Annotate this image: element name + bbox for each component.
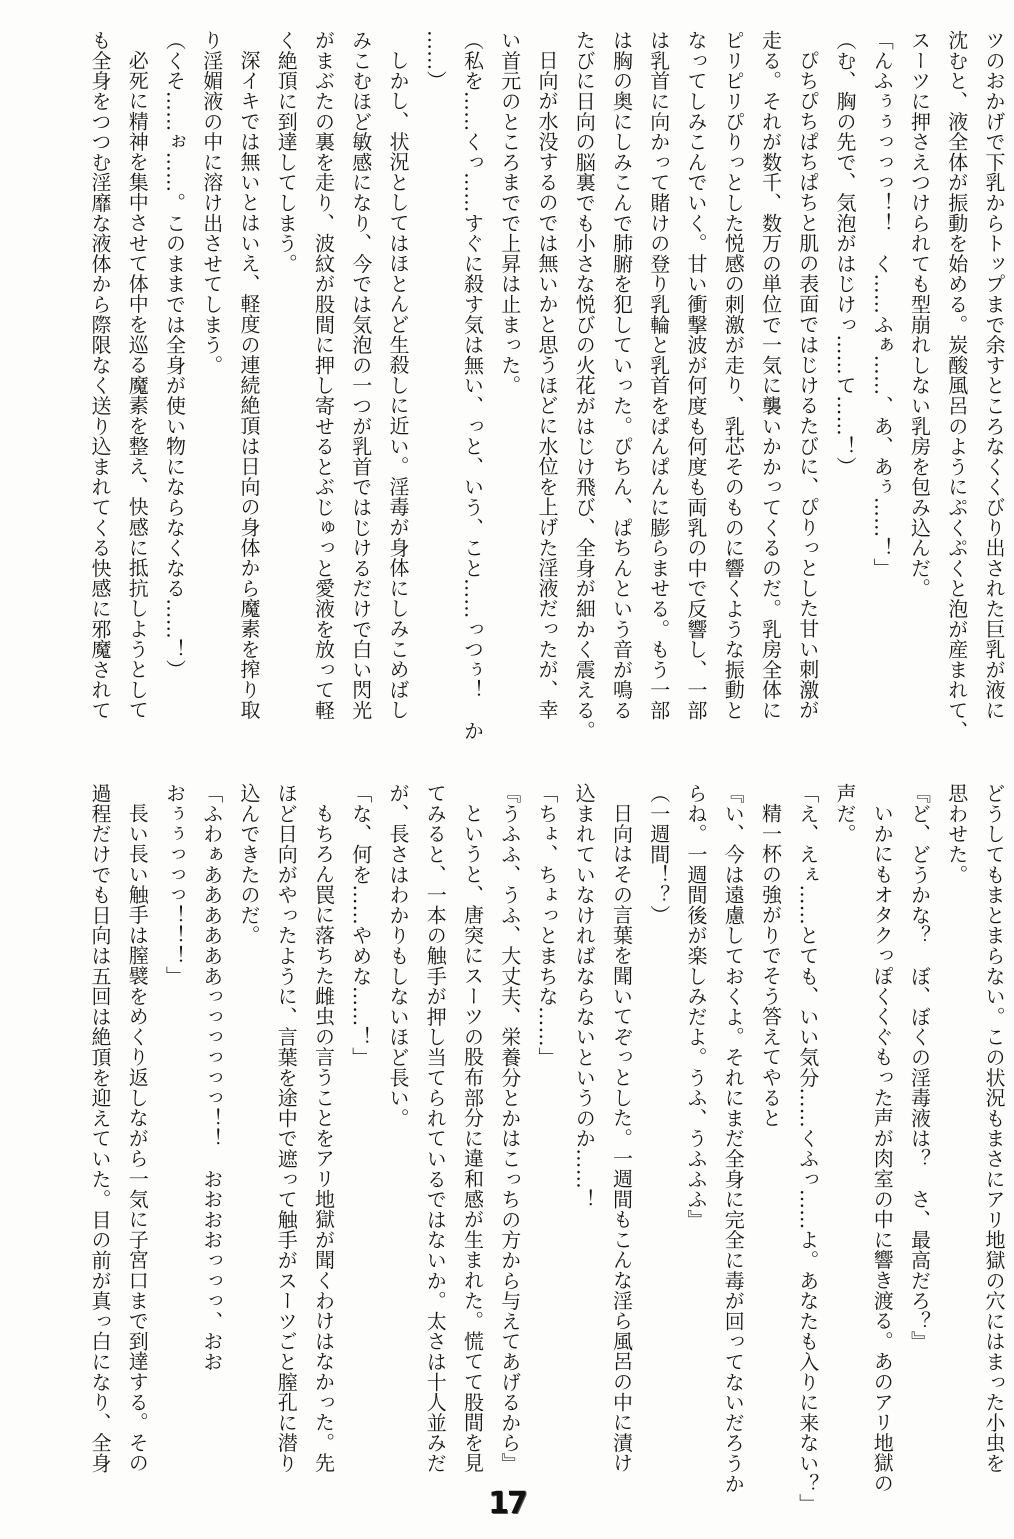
text-line: らね。一週間後が楽しみだよ。うふ、うふふふ』 xyxy=(684,783,708,1230)
dialogue-line: 『い、今は遠慮しておくよ。それにまだ全身に完全に毒が回ってないだろうか xyxy=(721,783,746,1494)
dialogue-line: 『ど、どうかな？ ぼ、ぼくの淫毒液は？ さ、最高だろ？』 xyxy=(907,783,932,1352)
paragraph-start-line: 必死に精神を集中させて体中を巡る魔素を整え、快感に抵抗しようとして xyxy=(125,50,150,720)
text-line: スーツに押さえつけられても型崩れしない乳房を包み込んだ。 xyxy=(907,30,932,599)
text-line: 込んできたのだ。 xyxy=(237,783,261,946)
text-line: 思わせた。 xyxy=(944,783,969,885)
dialogue-line: 『うふふ、うふ、大丈夫、栄養分とかはこっちの方から与えてあげるから』 xyxy=(497,783,522,1474)
dialogue-line: 「な、何を……やめな……！」 xyxy=(348,783,373,1068)
text-line: 声だ。 xyxy=(833,783,857,844)
paragraph-start-line: 長い長い触手は膣襞をめくり返しながら一気に子宮口まで到達する。その xyxy=(125,803,150,1473)
paragraph-start-line: 日向が水没するのでは無いかと思うほどに水位を上げた淫液だったが、幸 xyxy=(535,50,559,720)
text-line: ……） xyxy=(423,30,448,91)
text-line: どうしてもまとまらない。この状況もまさにアリ地獄の穴にはまった小虫を xyxy=(982,783,1006,1474)
dialogue-line: 「ちょ、ちょっとまちな……」 xyxy=(535,783,559,1068)
paragraph-start-line: 深イキでは無いとはいえ、軽度の連続絶頂は日向の身体から魔素を搾り取 xyxy=(237,50,261,720)
text-line: 沈むと、液全体が振動を始める。炭酸風呂のようにぷくぷくと泡が産まれて、 xyxy=(944,30,969,741)
text-line: なってしみこんでいく。甘い衝撃波が何度も何度も両乳の中で反響し、一部 xyxy=(684,30,708,721)
paragraph-start-line: ぴちぴちぱちぱちと肌の表面ではじけるたびに、ぴりっとした甘い刺激が xyxy=(795,50,820,720)
text-line: り淫媚液の中に溶け出させてしまう。 xyxy=(199,30,224,376)
paragraph-start-line: 日向はその言葉を聞いてぞっとした。一週間もこんな淫ら風呂の中に漬け xyxy=(609,803,634,1473)
text-line: は乳首に向かって賭けの登り乳輪と乳首をぱんぱんに膨らませる。もう一部 xyxy=(646,30,671,721)
text-line: い首元のところまでで上昇は止まった。 xyxy=(497,30,522,396)
paragraph-start-line: というと、唐突にスーツの股布部分に違和感が生まれた。慌てて股間を見 xyxy=(460,803,485,1473)
text-line: く絶頂に到達してしまう。 xyxy=(274,30,299,274)
text-line: は胸の奥にしみこんで肺腑を犯していった。ぴちん、ぱちんという音が鳴る xyxy=(609,30,634,721)
text-line: 過程だけでも日向は五回は絶頂を迎えていた。目の前が真っ白になり、全身 xyxy=(88,783,112,1474)
thought-line: （一週間！？） xyxy=(646,783,671,926)
text-line: 走る。それが数千、数万の単位で一気に襲いかかってくるのだ。乳房全体に xyxy=(758,30,783,721)
text-line: も全身をつつむ淫靡な液体から際限なく送り込まれてくる快感に邪魔されて xyxy=(88,30,112,721)
text-line: おぅぅっっっ！！！」 xyxy=(162,783,187,986)
text-line: ほど日向がやったように、言葉を途中で遮って触手がスーツごと膣孔に潜り xyxy=(274,783,299,1474)
text-line: が、長さはわかりもしないほど長い。 xyxy=(386,783,410,1129)
thought-line: （私を……くっ……すぐに殺す気は無い、っと、いう、こと……っつぅ！ か xyxy=(460,30,485,741)
text-line: たびに日向の脳裏でも小さな悦びの火花がはじけ飛び、全身が細かく震える。 xyxy=(572,30,597,741)
dialogue-line: 「え、えぇ……とても、いい気分……くふっ……よ。あなたも入りに来ない？」 xyxy=(795,783,820,1514)
thought-line: （む、胸の先で、気泡がはじけっ……て……！） xyxy=(833,30,857,477)
thought-line: （くそ……ぉ……。このままでは全身が使い物にならなくなる……！） xyxy=(162,30,187,680)
paragraph-start-line: 精一杯の強がりでそう答えてやると xyxy=(758,803,783,1128)
upper-text-block xyxy=(80,30,1012,750)
text-line: みこむほど敏感になり、今では気泡の一つが乳首ではじけるだけで白い閃光 xyxy=(348,30,373,721)
dialogue-line: 「んふぅぅっっっ！！ く……ふぁ……、あ、あぅ……！」 xyxy=(870,30,895,579)
page-number: 17 xyxy=(488,1486,526,1521)
text-line: がまぶたの裏を走り、波紋が股間に押し寄せるとぶじゅっと愛液を放って軽 xyxy=(311,30,336,721)
paragraph-start-line: しかし、状況としてはほとんど生殺しに近い。淫毒が身体にしみこめばし xyxy=(386,50,410,720)
text-line: ピリピリぴりっとした悦感の刺激が走り、乳芯そのものに響くような振動と xyxy=(721,30,746,721)
text-line: 込まれていなければならないというのか……！ xyxy=(572,783,597,1210)
dialogue-line: 「ふわぁああああああっっっっっっ！！ おおおおっっっ、おお xyxy=(199,783,224,1372)
paragraph-start-line: もちろん罠に落ちた雌虫の言うことをアリ地獄が聞くわけはなかった。先 xyxy=(311,803,336,1473)
paragraph-start-line: いかにもオタクっぽくくぐもった声が肉室の中に響き渡る。あのアリ地獄の xyxy=(870,803,895,1494)
text-line: ツのおかげで下乳からトップまで余すところなくくびり出された巨乳が液に xyxy=(982,30,1006,721)
text-line: てみると、一本の触手が押し当てられているではないか。太さは十人並みだ xyxy=(423,783,448,1474)
